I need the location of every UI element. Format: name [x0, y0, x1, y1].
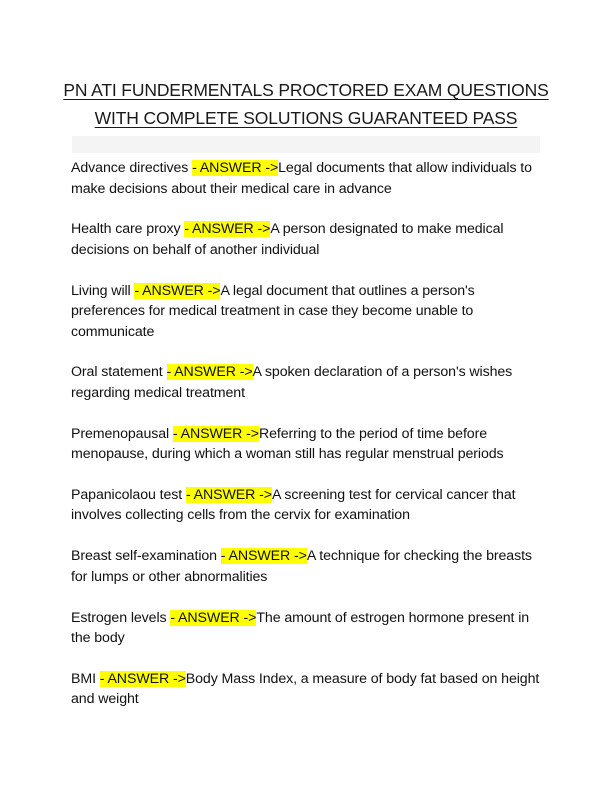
qa-definition: The amount of estrogen hormone present in the body: [71, 609, 530, 647]
qa-definition: Referring to the period of time before menopause, during which a woman still has regular menstrual periods: [71, 425, 504, 463]
answer-marker: - ANSWER ->: [172, 425, 259, 442]
answer-marker: - ANSWER ->: [220, 548, 307, 565]
qa-term: Papanicolaou test: [71, 486, 186, 503]
qa-definition: A technique for checking the breasts for lumps or other abnormalities: [71, 548, 532, 585]
qa-item: [71, 546, 541, 587]
title-divider-bar: [72, 136, 540, 153]
qa-term: Estrogen levels: [71, 609, 171, 626]
answer-marker: - ANSWER ->: [166, 364, 253, 381]
qa-term: Oral statement: [71, 364, 167, 381]
qa-item: [71, 219, 541, 260]
answer-marker: - ANSWER ->: [185, 486, 272, 503]
answer-marker: - ANSWER ->: [184, 221, 271, 238]
qa-term: Living will: [71, 282, 135, 299]
qa-item: [71, 424, 541, 465]
title-line-2: WITH COMPLETE SOLUTIONS GUARANTEED PASS: [94, 108, 518, 128]
document-title: [60, 76, 552, 132]
qa-definition: A person designated to make medical decisions on behalf of another individual: [71, 221, 504, 258]
qa-definition: Body Mass Index, a measure of body fat based on height and weight: [71, 670, 540, 708]
qa-term: Breast self-examination: [71, 548, 221, 565]
qa-term: BMI: [71, 670, 100, 687]
qa-term: Premenopausal: [71, 425, 173, 442]
answer-marker: - ANSWER ->: [134, 282, 221, 299]
qa-term: Health care proxy: [71, 221, 185, 238]
qa-term: Advance directives: [71, 160, 193, 176]
qa-item: [71, 158, 541, 199]
answer-marker: - ANSWER ->: [170, 609, 257, 626]
qa-item: [71, 608, 541, 649]
qa-list: [71, 158, 541, 730]
qa-definition: Legal documents that allow individuals to make decisions about their medical care in advance: [71, 160, 532, 197]
qa-item: [71, 485, 541, 526]
qa-item: [71, 669, 541, 710]
qa-definition: A screening test for cervical cancer that involves collecting cells from the cervix for examination: [71, 486, 516, 524]
qa-definition: A spoken declaration of a person's wishes regarding medical treatment: [71, 364, 513, 401]
qa-definition: A legal document that outlines a person's preferences for medical treatment in case they become unable to communicate: [71, 282, 475, 340]
answer-marker: - ANSWER ->: [192, 160, 279, 176]
title-line-1: PN ATI FUNDERMENTALS PROCTORED EXAM QUESTIONS: [63, 80, 549, 100]
answer-marker: - ANSWER ->: [99, 670, 186, 687]
qa-item: [71, 362, 541, 403]
qa-item: [71, 281, 541, 343]
